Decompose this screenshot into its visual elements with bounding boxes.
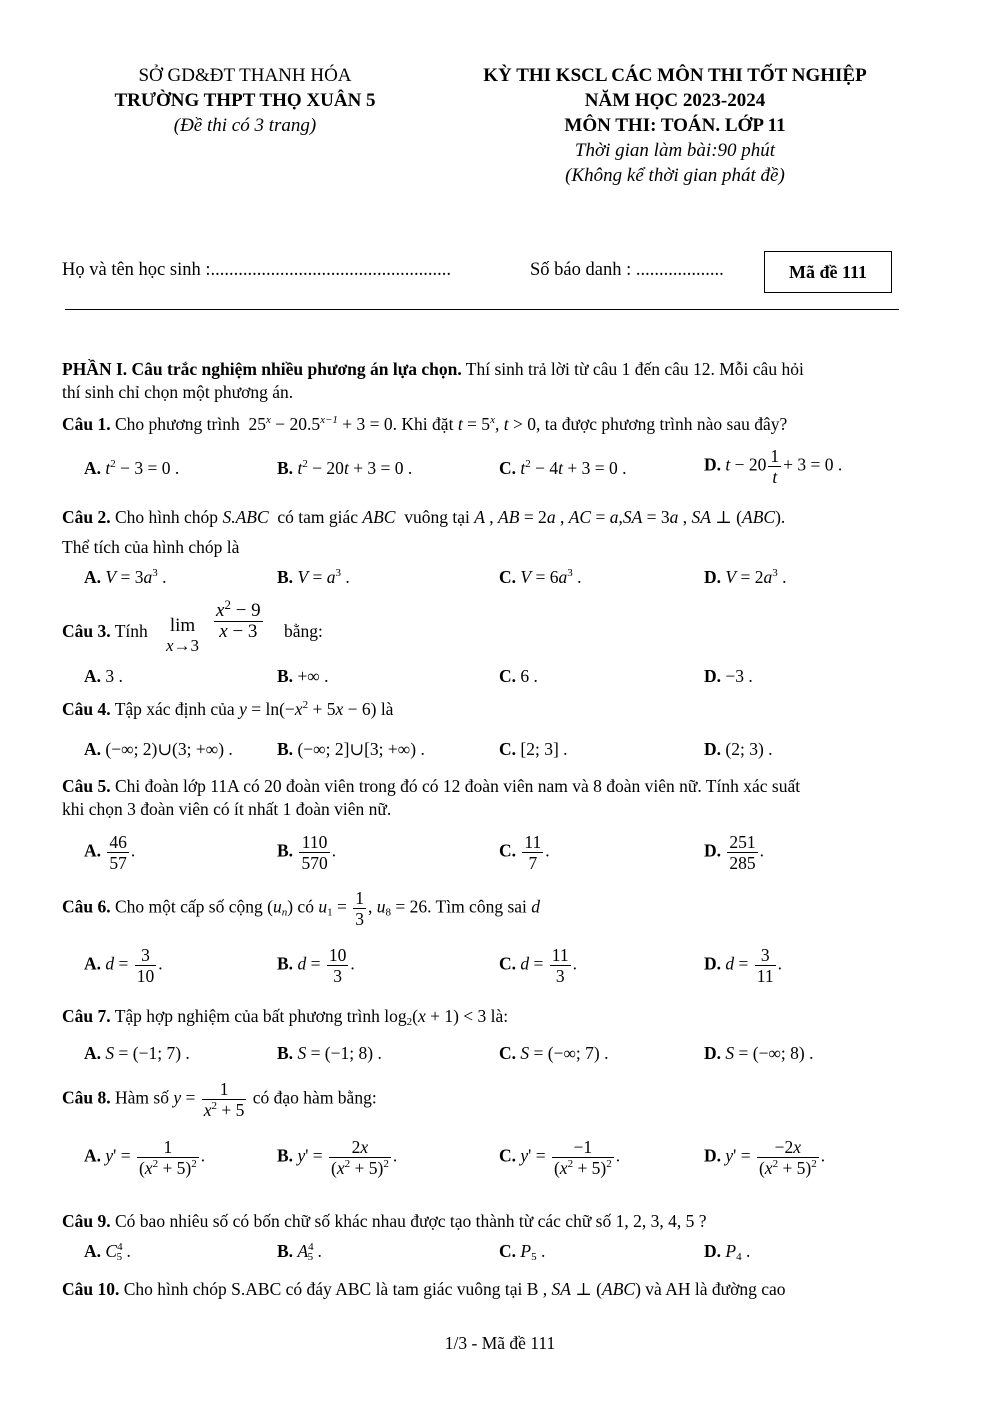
- q6-option-c[interactable]: C. d = $\frac{11}{3}$ .: [499, 945, 577, 986]
- q9-option-d[interactable]: D. $P_4$ .: [704, 1241, 751, 1263]
- q5-option-a[interactable]: A. $\frac{46}{57}$ .: [84, 832, 136, 873]
- section-intro: [62, 358, 804, 380]
- section-title: PHẦN I. Câu trắc nghiệm nhiều phương án lựa chọn.: [62, 359, 462, 379]
- q4-option-d[interactable]: D. (2; 3) .: [704, 739, 773, 759]
- q8-option-b[interactable]: B. y' = $\frac{2x}{(x^2 + 5)^2}$ .: [277, 1137, 398, 1178]
- q4-option-c[interactable]: C. [2; 3] .: [499, 739, 568, 759]
- q1-option-c[interactable]: C. $t^2 - 4t + 3 = 0$ .: [499, 458, 627, 478]
- q6-option-d[interactable]: D. d = $\frac{3}{11}$ .: [704, 945, 782, 986]
- page-footer: 1/3 - Mã đề 111: [444, 1333, 556, 1353]
- q2-option-a[interactable]: A. $V = 3a^3$ .: [84, 567, 167, 587]
- q6-option-b[interactable]: B. d = $\frac{10}{3}$ .: [277, 945, 355, 986]
- question-7: Câu 7. Tập hợp nghiệm của bất phương trình $\log_2(x + 1) < 3$ là:: [62, 1006, 509, 1028]
- q3-option-a[interactable]: A. 3 .: [84, 666, 123, 686]
- q9-option-c[interactable]: C. $P_5$ .: [499, 1241, 546, 1263]
- section-desc: Thí sinh trả lời từ câu 1 đến câu 12. Mỗi câu hỏi: [461, 359, 804, 379]
- q5-option-c[interactable]: C. $\frac{11}{7}$ .: [499, 832, 550, 873]
- formula: $25^x - 20.5^{x-1} + 3 = 0$: [244, 414, 393, 434]
- exam-code-box: Mã đề 111: [764, 251, 892, 293]
- q8-option-c[interactable]: C. y' = $\frac{-1}{(x^2 + 5)^2}$ .: [499, 1137, 621, 1178]
- student-name-field: Họ và tên học sinh :....................................................: [62, 260, 451, 280]
- page-count-note: (Đề thi có 3 trang): [173, 115, 317, 136]
- header-left: [60, 63, 430, 138]
- question-label: Câu 1.: [62, 414, 111, 434]
- question-5-line2: khi chọn 3 đoàn viên có ít nhất 1 đoàn viên nữ.: [62, 799, 392, 819]
- exam-title: KỲ THI KSCL CÁC MÔN THI TỐT NGHIỆP: [483, 65, 867, 86]
- q1-option-a[interactable]: A. $t^2 - 3 = 0$ .: [84, 458, 180, 478]
- duration: Thời gian làm bài:90 phút: [574, 140, 776, 161]
- q7-option-d[interactable]: D. S = (−∞; 8) .: [704, 1043, 814, 1063]
- duration-note: (Không kể thời gian phát đề): [565, 165, 785, 186]
- q2-option-c[interactable]: C. $V = 6a^3$ .: [499, 567, 582, 587]
- q4-option-a[interactable]: A. (−∞; 2)∪(3; +∞) .: [84, 739, 233, 759]
- q3-option-d[interactable]: D. −3 .: [704, 666, 753, 686]
- q9-option-a[interactable]: A. $C^4_5$ .: [84, 1241, 131, 1263]
- section-desc-line2: thí sinh chỉ chọn một phương án.: [62, 382, 294, 402]
- question-3-end: bằng:: [284, 621, 323, 641]
- q3-option-b[interactable]: B. +∞ .: [277, 666, 329, 686]
- limit-fraction: $\frac{x^2 - 9}{x - 3}$: [216, 597, 261, 642]
- student-id-field: Số báo danh : ...................: [530, 260, 724, 280]
- q7-option-a[interactable]: A. S = (−1; 7) .: [84, 1043, 190, 1063]
- question-text: , ta được phương trình nào sau đây?: [535, 414, 788, 434]
- question-9: Câu 9. Có bao nhiêu số có bốn chữ số khác nhau được tạo thành từ các chữ số 1, 2, 3, 4, 5 ?: [62, 1211, 707, 1231]
- q4-option-b[interactable]: B. (−∞; 2]∪[3; +∞) .: [277, 739, 425, 759]
- q1-option-d[interactable]: D. t − 20 $\frac{1}{t}$ + 3 = 0 .: [704, 446, 843, 487]
- question-text: Cho phương trình: [115, 414, 240, 434]
- header-right: [420, 63, 930, 188]
- q5-option-d[interactable]: D. $\frac{251}{285}$ .: [704, 832, 765, 873]
- q6-option-a[interactable]: A. d = $\frac{3}{10}$ .: [84, 945, 163, 986]
- school-year: NĂM HỌC 2023-2024: [584, 90, 766, 111]
- q2-option-d[interactable]: D. $V = 2a^3$ .: [704, 567, 787, 587]
- divider-line: [65, 309, 899, 310]
- q7-option-b[interactable]: B. S = (−1; 8) .: [277, 1043, 382, 1063]
- question-2-line2: Thể tích của hình chóp là: [62, 537, 240, 557]
- question-3: Câu 3. Tính: [62, 621, 148, 641]
- q8-option-a[interactable]: A. y' = $\frac{1}{(x^2 + 5)^2}$ .: [84, 1137, 206, 1178]
- q1-option-b[interactable]: B. $t^2 - 20t + 3 = 0$ .: [277, 458, 413, 478]
- school-name: TRƯỜNG THPT THỌ XUÂN 5: [114, 90, 376, 111]
- question-10: Câu 10. Cho hình chóp S.ABC có đáy ABC là tam giác vuông tại B , SA ⊥ (ABC) và AH là đường cao: [62, 1279, 786, 1299]
- formula: $t = 5^x$, t > 0: [457, 414, 536, 434]
- q8-option-d[interactable]: D. y' = $\frac{-2x}{(x^2 + 5)^2}$ .: [704, 1137, 826, 1178]
- question-text: . Khi đặt: [392, 414, 454, 434]
- limit-operator: lim x→3: [166, 615, 200, 655]
- question-2: Câu 2. Cho hình chóp S.ABC có tam giác ABC vuông tại A , AB = 2a , AC = a,SA = 3a , SA ⊥ (ABC).: [62, 507, 786, 527]
- question-4: Câu 4. Tập xác định của $y = \ln(-x^2 + 5x - 6)$ là: [62, 699, 394, 719]
- q7-option-c[interactable]: C. S = (−∞; 7) .: [499, 1043, 609, 1063]
- question-1: [62, 413, 787, 435]
- question-6: Câu 6. Cho một cấp số cộng $(u_n)$ có $u_1$ = $\frac{1}{3}$ , $u_8 = 26$. Tìm công sai d: [62, 888, 541, 929]
- question-5: Câu 5. Chi đoàn lớp 11A có 20 đoàn viên trong đó có 12 đoàn viên nam và 8 đoàn viên nữ. Tính xác suất: [62, 776, 801, 796]
- q9-option-b[interactable]: B. $A^4_5$ .: [277, 1241, 322, 1263]
- q5-option-b[interactable]: B. $\frac{110}{570}$ .: [277, 832, 337, 873]
- question-8: Câu 8. Hàm số y = $\frac{1}{x^2 + 5}$ có đạo hàm bằng:: [62, 1079, 377, 1120]
- subject: MÔN THI: TOÁN. LỚP 11: [564, 115, 786, 136]
- department-name: SỞ GD&ĐT THANH HÓA: [138, 65, 352, 86]
- q2-option-b[interactable]: B. $V = a^3$ .: [277, 567, 350, 587]
- q3-option-c[interactable]: C. 6 .: [499, 666, 538, 686]
